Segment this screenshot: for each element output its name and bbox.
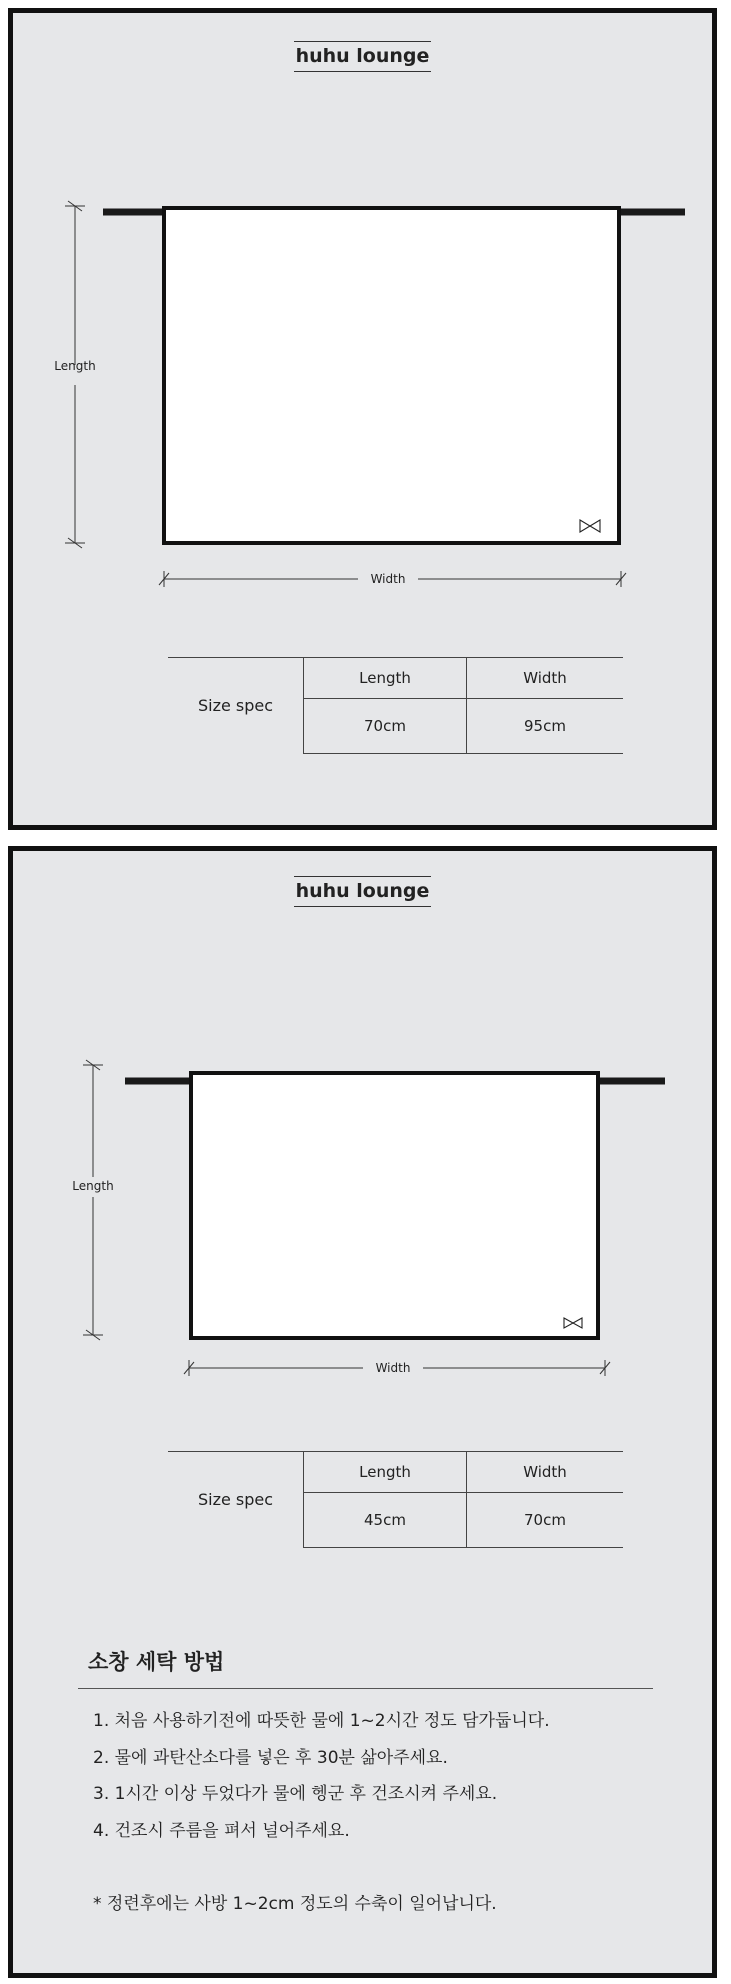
- length-label: Length: [72, 1179, 114, 1193]
- care-step: 1. 처음 사용하기전에 따뜻한 물에 1~2시간 정도 담가둡니다.: [93, 1711, 550, 1731]
- size-spec-table: [168, 1451, 623, 1548]
- brand-logo: huhu lounge: [13, 876, 712, 907]
- care-divider: [78, 1688, 653, 1689]
- length-label: Length: [54, 359, 96, 373]
- care-step: 3. 1시간 이상 두었다가 물에 헹군 후 건조시켜 주세요.: [93, 1784, 498, 1804]
- length-header: Length: [304, 658, 467, 699]
- care-step: 2. 물에 과탄산소다를 넣은 후 30분 삶아주세요.: [93, 1747, 448, 1768]
- length-value: 45cm: [304, 1493, 467, 1548]
- care-title: 소창 세탁 방법: [88, 1650, 225, 1674]
- care-steps-list: [78, 1703, 653, 1849]
- length-header: Length: [304, 1452, 467, 1493]
- product-panel-small: [8, 846, 717, 1978]
- care-instructions: [78, 1646, 653, 1914]
- size-spec-table: [168, 657, 623, 754]
- width-value: 95cm: [467, 699, 624, 754]
- width-label: Width: [370, 572, 406, 586]
- care-step: 4. 건조시 주름을 펴서 널어주세요.: [93, 1820, 350, 1841]
- length-value: 70cm: [304, 699, 467, 754]
- shrinkage-note: * 정련후에는 사방 1~2cm 정도의 수축이 일어납니다.: [93, 1894, 497, 1914]
- product-panel-large: [8, 8, 717, 830]
- width-header: Width: [467, 658, 624, 699]
- width-header: Width: [467, 1452, 624, 1493]
- length-dimension: [83, 1060, 103, 1340]
- size-spec-label: Size spec: [168, 658, 304, 754]
- length-dimension: [65, 201, 85, 548]
- brand-logo: huhu lounge: [13, 41, 712, 72]
- curtain-panel: [191, 1073, 598, 1338]
- curtain-panel: [164, 208, 619, 543]
- width-label: Width: [375, 1361, 411, 1375]
- width-value: 70cm: [467, 1493, 624, 1548]
- size-spec-label: Size spec: [168, 1452, 304, 1548]
